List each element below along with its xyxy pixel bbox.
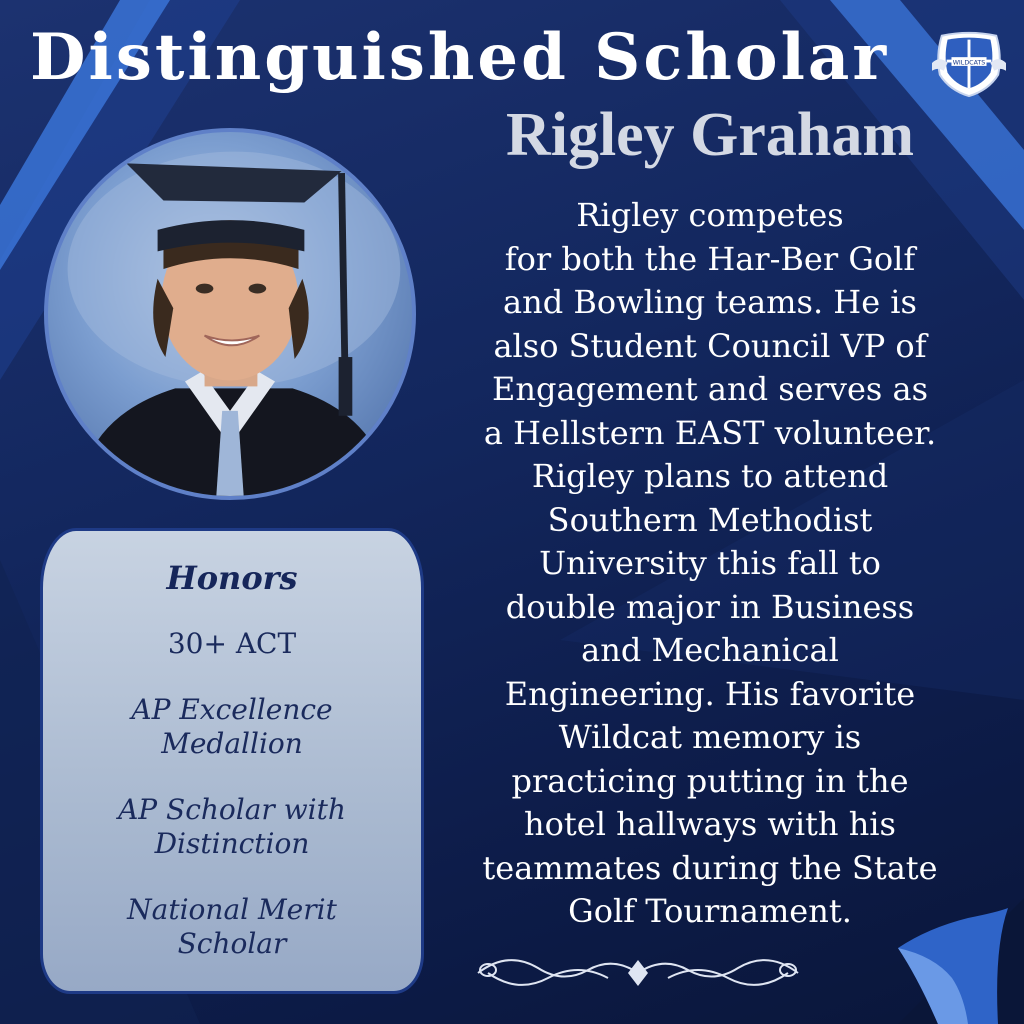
honor-item-line: AP Excellence [131, 693, 333, 726]
bio-line: Engineering. His favorite [504, 674, 916, 713]
bio-line: Rigley competes [576, 196, 844, 234]
honor-item-line: Scholar [177, 927, 287, 960]
honor-item-line: Distinction [154, 827, 310, 860]
bio-line: Golf Tournament. [568, 892, 852, 930]
honors-panel [40, 528, 424, 994]
honors-list [43, 627, 421, 993]
bio-line: Wildcat memory is [558, 718, 862, 756]
bio-line: teammates during the State [482, 848, 938, 887]
honor-item [43, 793, 421, 861]
page-curl-corner [898, 898, 1024, 1024]
crest-text: WILDCATS [952, 59, 986, 67]
honor-item [43, 893, 421, 961]
bio-line: a Hellstern EAST volunteer. [483, 413, 937, 452]
bio-line: and Bowling teams. He is [503, 283, 917, 321]
page-title: Distinguished Scholar [30, 20, 890, 95]
honor-item-line: AP Scholar with [118, 793, 346, 826]
bio-line: Rigley plans to attend [531, 457, 889, 495]
bio-line: practicing putting in the [511, 761, 909, 800]
student-name: Rigley Graham [505, 101, 915, 169]
flourish-divider [468, 948, 808, 998]
bio-line: also Student Council VP of [493, 326, 927, 365]
graduate-portrait-icon [48, 132, 412, 496]
honor-item-line: National Merit [127, 893, 337, 926]
bio-line: hotel hallways with his [524, 805, 896, 843]
honor-item-line: 30+ ACT [167, 627, 297, 660]
bio-line: University this fall to [539, 544, 881, 582]
honor-item [43, 693, 421, 761]
bio-line: Engagement and serves as [492, 370, 928, 408]
bio-line: for both the Har-Ber Golf [504, 239, 916, 278]
bio-line: and Mechanical [581, 631, 839, 669]
bio-line: double major in Business [505, 587, 915, 626]
honor-item-line: Medallion [161, 727, 303, 760]
bio-line: Southern Methodist [547, 500, 873, 539]
honor-item [43, 627, 421, 661]
honors-title: Honors [166, 559, 298, 597]
school-crest-icon [930, 26, 1008, 100]
student-photo [44, 128, 416, 500]
student-bio [440, 194, 980, 934]
